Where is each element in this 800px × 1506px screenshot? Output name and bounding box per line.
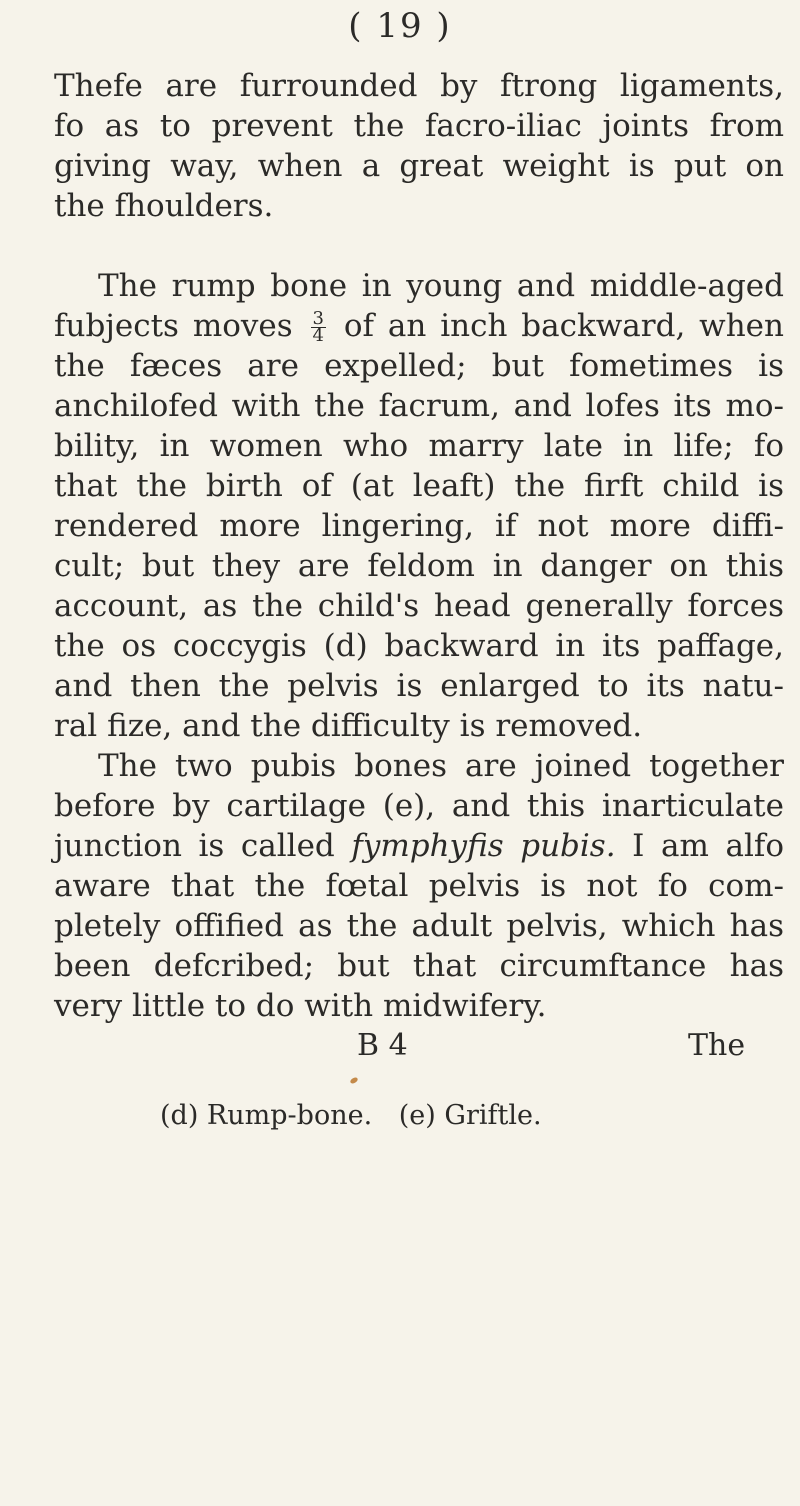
text-fragment: I am alfo [632, 828, 784, 864]
text-fragment: of an inch backward, when [343, 308, 784, 344]
text-line: rendered more lingering, if not more diffi- [54, 508, 784, 544]
text-line: Thefe are furrounded by ftrong ligaments, [54, 68, 784, 104]
text-line: the fæces are expelled; but fometimes is [54, 348, 784, 384]
text-line: bility, in women who marry late in life; fo [54, 428, 784, 464]
signature-mark: B 4 [357, 1028, 408, 1063]
text-fragment: fubjects moves [54, 308, 293, 344]
catchword: The [688, 1028, 746, 1063]
text-line: before by cartilage (e), and this inarticulate [54, 788, 784, 824]
text-line: that the birth of (at leaft) the firft child is [54, 468, 784, 504]
footnote-d: (d) Rump-bone. [160, 1100, 373, 1131]
text-line: very little to do with midwifery. [54, 988, 547, 1024]
text-line: anchilofed with the facrum, and lofes its mo- [54, 388, 784, 424]
text-line: been defcribed; but that circumftance has [54, 948, 784, 984]
text-line: fo as to prevent the facro-iliac joints from [54, 108, 784, 144]
text-line: and then the pelvis is enlarged to its natu- [54, 668, 784, 704]
text-line: pletely offified as the adult pelvis, which has [54, 908, 784, 944]
fraction [311, 308, 326, 346]
footnotes [160, 1098, 542, 1134]
footnote-e: (e) Griftle. [398, 1100, 542, 1131]
text-fragment: junction is called [54, 828, 335, 864]
text-line: The rump bone in young and middle-aged [98, 268, 784, 304]
page-number: ( 19 ) [348, 6, 452, 46]
ink-speck [349, 1076, 358, 1084]
fraction-numerator: 3 [312, 308, 324, 329]
text-line-with-fraction [54, 306, 784, 346]
italic-term: fymphyfis pubis. [351, 828, 616, 864]
fraction-denominator: 4 [312, 325, 324, 346]
text-line: cult; but they are feldom in danger on this [54, 548, 784, 584]
text-line: ral fize, and the difficulty is removed. [54, 708, 643, 744]
text-line: The two pubis bones are joined together [98, 748, 784, 784]
text-line: the fhoulders. [54, 188, 274, 224]
text-line: aware that the fœtal pelvis is not fo com- [54, 868, 784, 904]
text-line-with-italic [54, 826, 784, 866]
text-line: the os coccygis (d) backward in its paffage, [54, 628, 784, 664]
text-line: giving way, when a great weight is put on [54, 148, 784, 184]
text-line: account, as the child's head generally forces [54, 588, 784, 624]
